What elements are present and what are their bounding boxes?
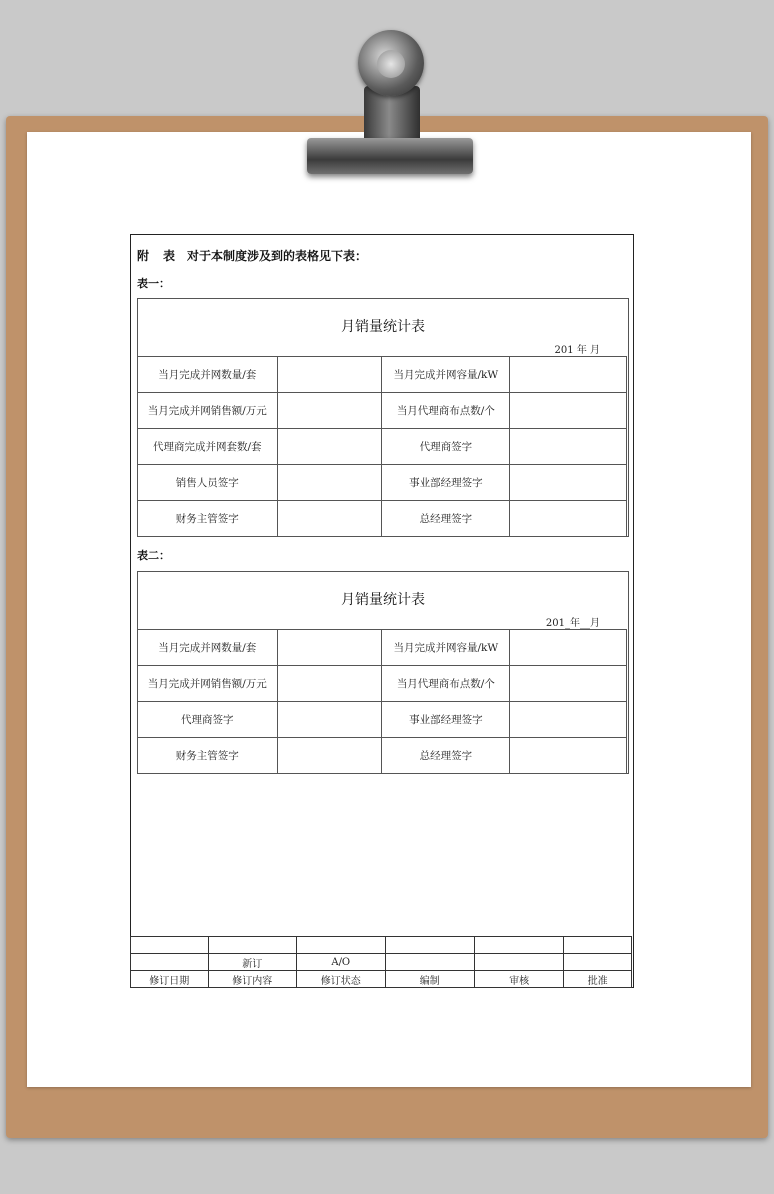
form-cell-blank[interactable] xyxy=(277,465,382,501)
table2-box xyxy=(137,571,629,774)
form-cell-blank[interactable] xyxy=(510,630,627,666)
form-cell-label: 代理商签字 xyxy=(382,429,510,465)
revision-cell xyxy=(564,954,632,971)
revision-cell: 审核 xyxy=(474,971,563,988)
form-cell-label: 当月完成并网数量/套 xyxy=(138,630,278,666)
form-cell-label: 代理商完成并网套数/套 xyxy=(138,429,278,465)
table-row xyxy=(138,702,627,738)
form-cell-blank[interactable] xyxy=(277,393,382,429)
form-cell-label: 财务主管签字 xyxy=(138,738,278,774)
form-cell-blank[interactable] xyxy=(510,501,627,537)
form-cell-blank[interactable] xyxy=(277,666,382,702)
form-cell-blank[interactable] xyxy=(277,501,382,537)
revision-cell xyxy=(385,954,474,971)
heading-part1: 附 xyxy=(137,249,150,263)
form-cell-label: 当月代理商布点数/个 xyxy=(382,666,510,702)
table-row xyxy=(138,393,627,429)
revision-cell xyxy=(296,937,385,954)
document-heading xyxy=(137,247,367,264)
table-row xyxy=(138,630,627,666)
table1-title: 月销量统计表 xyxy=(341,319,425,335)
revision-cell: 修订内容 xyxy=(208,971,296,988)
table1-date: 201 年 月 xyxy=(554,345,600,356)
table-row xyxy=(138,501,627,537)
heading-text: 对于本制度涉及到的表格见下表： xyxy=(187,249,368,263)
table-row xyxy=(138,666,627,702)
revision-cell: 编制 xyxy=(385,971,474,988)
form-cell-label: 事业部经理签字 xyxy=(382,465,510,501)
revision-cell: 新订 xyxy=(208,954,296,971)
clip-hole xyxy=(377,50,405,78)
clip-base xyxy=(307,138,473,174)
revision-row xyxy=(131,954,632,971)
form-cell-blank[interactable] xyxy=(510,666,627,702)
form-cell-label: 当月完成并网容量/kW xyxy=(382,357,510,393)
revision-cell xyxy=(474,954,563,971)
revision-cell xyxy=(564,937,632,954)
form-cell-label: 当月完成并网销售额/万元 xyxy=(138,666,278,702)
table2-grid xyxy=(137,629,627,774)
revision-table xyxy=(130,936,632,988)
heading-part2: 表 xyxy=(163,249,176,263)
revision-cell: 修订日期 xyxy=(131,971,209,988)
form-cell-blank[interactable] xyxy=(510,465,627,501)
revision-cell xyxy=(385,937,474,954)
revision-row xyxy=(131,937,632,954)
revision-cell xyxy=(208,937,296,954)
table2-title: 月销量统计表 xyxy=(341,592,425,608)
form-cell-label: 销售人员签字 xyxy=(138,465,278,501)
form-cell-blank[interactable] xyxy=(510,429,627,465)
table-row xyxy=(138,357,627,393)
form-cell-blank[interactable] xyxy=(510,702,627,738)
form-cell-label: 总经理签字 xyxy=(382,501,510,537)
form-cell-label: 当月完成并网数量/套 xyxy=(138,357,278,393)
form-cell-blank[interactable] xyxy=(277,738,382,774)
table1-box xyxy=(137,298,629,537)
form-cell-blank[interactable] xyxy=(277,429,382,465)
table-row xyxy=(138,465,627,501)
revision-cell: 批准 xyxy=(564,971,632,988)
form-cell-blank[interactable] xyxy=(510,357,627,393)
table2-date: 201_年__月 xyxy=(545,618,600,629)
table2-label: 表二： xyxy=(137,549,170,562)
revision-row xyxy=(131,971,632,988)
revision-cell: 修订状态 xyxy=(296,971,385,988)
form-cell-blank[interactable] xyxy=(510,738,627,774)
form-cell-label: 财务主管签字 xyxy=(138,501,278,537)
form-cell-blank[interactable] xyxy=(277,702,382,738)
form-cell-label: 事业部经理签字 xyxy=(382,702,510,738)
form-cell-label: 当月完成并网容量/kW xyxy=(382,630,510,666)
table-row xyxy=(138,738,627,774)
form-cell-label: 总经理签字 xyxy=(382,738,510,774)
table1-label: 表一： xyxy=(137,277,170,290)
form-cell-label: 当月代理商布点数/个 xyxy=(382,393,510,429)
document-frame xyxy=(130,234,634,988)
revision-cell xyxy=(474,937,563,954)
form-cell-blank[interactable] xyxy=(277,357,382,393)
table1-grid xyxy=(137,356,627,537)
form-cell-blank[interactable] xyxy=(277,630,382,666)
revision-cell xyxy=(131,954,209,971)
table-row xyxy=(138,429,627,465)
form-cell-label: 代理商签字 xyxy=(138,702,278,738)
form-cell-label: 当月完成并网销售额/万元 xyxy=(138,393,278,429)
revision-cell xyxy=(131,937,209,954)
revision-cell: A/O xyxy=(296,954,385,971)
form-cell-blank[interactable] xyxy=(510,393,627,429)
